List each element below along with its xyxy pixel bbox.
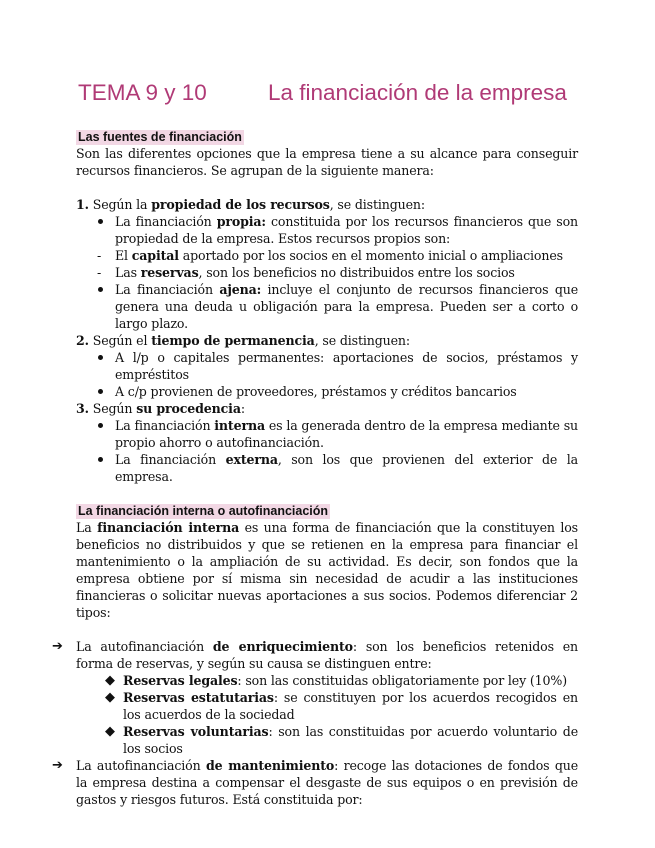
dash-icon: - — [97, 265, 102, 280]
document-body — [52, 128, 579, 808]
bullet-item: La financiación interna es la generada dentro de la empresa mediante su propio ahorro o autofinanciación. — [76, 417, 578, 451]
dash-item: - Las reservas, son los beneficios no distribuidos entre los socios — [97, 265, 515, 280]
arrow-icon: ➔ — [52, 758, 63, 773]
diamond-item: ◆ Reservas legales: son las constituidas obligatoriamente por ley (10%) — [105, 673, 567, 688]
bullet-item: La financiación propia: constituida por los recursos financieros que son propiedad de la empresa. Estos recursos propios son: — [76, 213, 578, 247]
arrow-item-mantenimiento: ➔ La autofinanciación de mantenimiento: recoge las dotaciones de fondos que la empresa destina a compensar el desgaste de sus equipos o en previsión de gastos y riesgos futuros. Está constituida por: — [52, 758, 578, 807]
bullet-icon — [98, 219, 103, 224]
dash-item: - El capital aportado por los socios en el momento inicial o ampliaciones — [97, 248, 563, 263]
bullet-item: La financiación externa, son los que provienen del exterior de la empresa. — [76, 451, 578, 485]
section-heading-autofinanciacion: La financiación interna o autofinanciación — [78, 504, 329, 518]
arrow-item-enriquecimiento: ➔ La autofinanciación de enriquecimiento: son los beneficios retenidos en forma de reservas, y según su causa se distinguen entre: — [52, 639, 579, 671]
autofinanciacion-paragraph: La financiación interna es una forma de financiación que la constituyen los beneficios no distribuidos y que se retienen en la empresa para financiar el mantenimiento o la ampliación de su actividad. Es decir, son fondos que la empresa obtiene por sí misma sin necesidad de acudir a las instituciones financieras o solicitar nuevas aportaciones a sus socios. Podemos diferenciar 2 tipos: — [76, 520, 578, 620]
subject-title: La financiación de la empresa — [268, 80, 567, 105]
page-title — [78, 80, 615, 110]
dash-icon: - — [97, 248, 102, 263]
diamond-item: ◆ Reservas voluntarias: son las constituidas por acuerdo voluntario de los socios — [105, 724, 578, 756]
diamond-item: ◆ Reservas estatutarias: se constituyen por los acuerdos recogidos en los acuerdos de la sociedad — [105, 690, 578, 722]
numbered-item-1: 1. Según la propiedad de los recursos, se distinguen: — [76, 197, 425, 212]
bullet-icon — [98, 287, 103, 292]
bullet-icon — [98, 457, 103, 462]
diamond-icon: ◆ — [105, 724, 115, 739]
section-heading-fuentes: Las fuentes de financiación — [78, 130, 242, 144]
diamond-icon: ◆ — [105, 673, 115, 688]
bullet-item: A c/p provienen de proveedores, préstamos y créditos bancarios — [76, 383, 578, 400]
numbered-item-3: 3. Según su procedencia: — [76, 401, 245, 416]
bullet-item: La financiación ajena: incluye el conjunto de recursos financieros que genera una deuda u obligación para la empresa. Pueden ser a corto o largo plazo. — [76, 281, 578, 332]
bullet-icon — [98, 355, 103, 360]
bullet-icon — [98, 423, 103, 428]
arrow-icon: ➔ — [52, 639, 63, 654]
tema-label: TEMA 9 y 10 — [78, 80, 207, 105]
bullet-icon — [98, 389, 103, 394]
bullet-item: A l/p o capitales permanentes: aportaciones de socios, préstamos y empréstitos — [76, 349, 578, 383]
diamond-icon: ◆ — [105, 690, 115, 705]
numbered-item-2: 2. Según el tiempo de permanencia, se distinguen: — [76, 333, 410, 348]
intro-paragraph: Son las diferentes opciones que la empresa tiene a su alcance para conseguir recursos financieros. Se agrupan de la siguiente manera: — [76, 146, 578, 178]
